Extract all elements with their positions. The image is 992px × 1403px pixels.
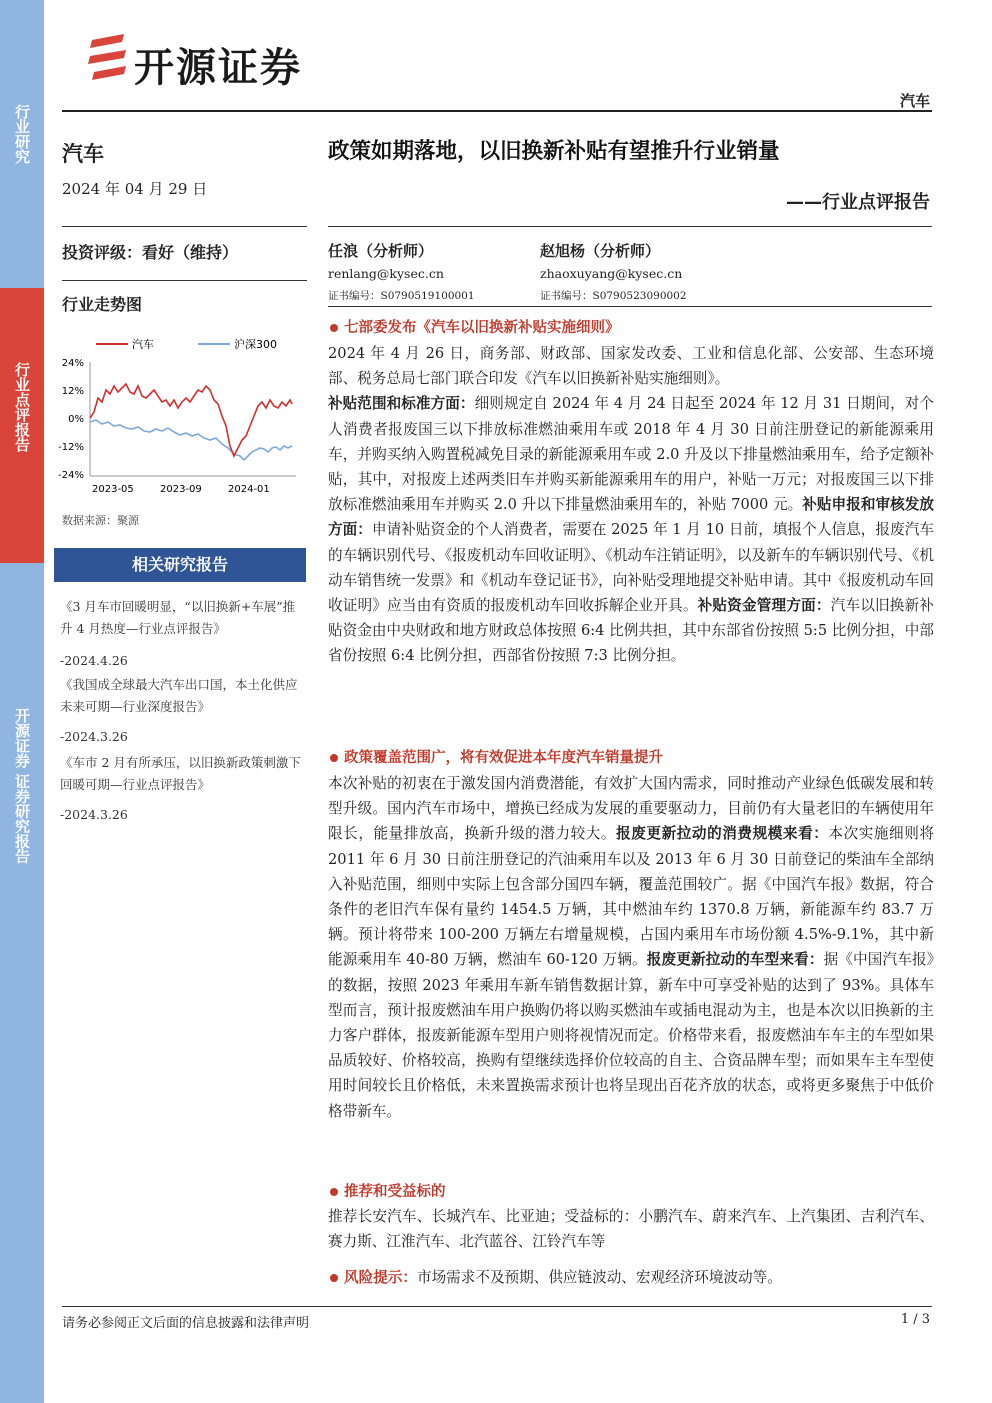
bullet-icon	[330, 1274, 338, 1282]
series-line-hs300	[90, 420, 292, 460]
section-heading: 推荐和受益标的	[330, 1180, 446, 1201]
main-rule-1	[328, 226, 932, 227]
left-rule-1	[62, 226, 307, 227]
related-report-date: -2024.3.26	[60, 807, 128, 822]
analyst-email[interactable]: renlang@kysec.cn	[328, 266, 444, 281]
header-sector-tag: 汽车	[899, 92, 930, 110]
brand-name: 开源证券	[134, 45, 302, 91]
trend-title: 行业走势图	[62, 295, 143, 314]
report-title: 政策如期落地，以旧换新补贴有望推升行业销量	[328, 139, 780, 164]
related-report-date: -2024.4.26	[60, 653, 128, 668]
y-tick: 12%	[61, 386, 84, 397]
related-report-title[interactable]: 《3 月车市回暖明显，“以旧换新+车展”推升 4 月热度—行业点评报告》	[60, 599, 296, 636]
side-band	[0, 0, 44, 1403]
section-heading: 政策覆盖范围广，将有效促进本年度汽车销量提升	[330, 746, 663, 767]
bullet-icon	[330, 754, 338, 762]
analyst-cert: 证书编号：S0790519100001	[328, 290, 475, 302]
risk-note: 风险提示：市场需求不及预期、供应链波动、宏观经济环境波动等。	[330, 1266, 782, 1287]
related-report-date: -2024.3.26	[60, 729, 128, 744]
left-rule-2	[62, 280, 307, 281]
analyst-name: 任浪（分析师）	[328, 242, 434, 260]
investment-rating: 投资评级：看好（维持）	[62, 243, 239, 262]
industry-trend-chart	[56, 328, 306, 498]
footer-disclaimer: 请务必参阅正文后面的信息披露和法律声明	[62, 1316, 310, 1331]
body-paragraph: 2024 年 4 月 26 日，商务部、财政部、国家发改委、工业和信息化部、公安部、生态环境部、税务总局七部门联合印发《汽车以旧换新补贴实施细则》。 补贴范围和标准方面：细则规定自 2024 年 4 月 24 日起至 2024 年 12 月 31 日期间，对个人消费者报废国三以下排放标准燃油乘用车或 2018 年 4 月 30 日前注册登记的新能源乘用车，并购买纳入购置税减免目录的新能源乘用车或 2.0 升及以下排量燃油乘用车，给予定额补贴，其中，对报废上述两类旧车并购买新能源乘用车的用户，补贴一万元；对报废国三以下排放标准燃油乘用车并购买 2.0 升以下排量燃油乘用车的，补贴 7000 元。补贴申报和审核发放方面：申请补贴资金的个人消费者，需要在 2025 年 1 月 10 日前，填报个人信息，报废汽车的车辆识别代号、《报废机动车回收证明》、《机动车注销证明》，以及新车的车辆识别代号、《机动车销售统一发票》和《机动车登记证书》，向补贴受理地提交补贴申请。其中《报废机动车回收证明》应当由有资质的报废机动车回收拆解企业开具。补贴资金管理方面：汽车以旧换新补贴资金由中央财政和地方财政总体按照 6:4 比例共担，其中东部省份按照 5:5 比例分担，中部省份按照 6:4 比例分担，西部省份按照 7:3 比例分担。	[328, 345, 934, 665]
y-tick: 24%	[61, 358, 84, 369]
brand-logo-icon	[86, 30, 132, 86]
side-label-top: 行业研究	[13, 104, 31, 164]
bullet-icon	[330, 1188, 338, 1196]
related-report-title[interactable]: 《我国成全球最大汽车出口国，本土化供应未来可期—行业深度报告》	[60, 677, 298, 714]
y-tick: 0%	[68, 414, 84, 425]
series-line-auto	[90, 384, 292, 456]
report-date: 2024 年 04 月 29 日	[62, 180, 208, 198]
chart-source: 数据来源：聚源	[62, 514, 139, 527]
section-heading: 七部委发布《汽车以旧换新补贴实施细则》	[330, 316, 620, 337]
legend-label-auto: 汽车	[132, 338, 154, 351]
related-reports-heading: 相关研究报告	[54, 548, 306, 582]
report-subtitle: ——行业点评报告	[786, 192, 930, 213]
side-label-bottom: 开源证券 证券研究报告	[13, 708, 31, 864]
analyst-email[interactable]: zhaoxuyang@kysec.cn	[540, 266, 683, 281]
analyst-name: 赵旭杨（分析师）	[540, 242, 661, 260]
body-paragraph: 推荐长安汽车、长城汽车、比亚迪；受益标的：小鹏汽车、蔚来汽车、上汽集团、吉利汽车、赛力斯、江淮汽车、北汽蓝谷、江铃汽车等	[328, 1208, 934, 1251]
sector-name: 汽车	[62, 142, 104, 166]
main-rule-2	[328, 306, 932, 307]
footer-rule	[62, 1306, 932, 1307]
page-number: 1 / 3	[900, 1312, 930, 1327]
bullet-icon	[330, 324, 338, 332]
legend-label-hs300: 沪深300	[234, 338, 277, 351]
side-label-mid: 行业点评报告	[13, 362, 31, 452]
header-rule	[62, 110, 932, 112]
analyst-cert: 证书编号：S0790523090002	[540, 290, 687, 302]
related-report-title[interactable]: 《车市 2 月有所承压，以旧换新政策刺激下回暖可期—行业点评报告》	[60, 755, 301, 792]
x-tick: 2023-05	[92, 484, 134, 495]
x-tick: 2024-01	[228, 484, 270, 495]
x-tick: 2023-09	[160, 484, 202, 495]
y-tick: -12%	[58, 442, 84, 453]
body-paragraph: 本次补贴的初衷在于激发国内消费潜能，有效扩大国内需求，同时推动产业绿色低碳发展和转型升级。国内汽车市场中，增换已经成为发展的重要驱动力，目前仍有大量老旧的车辆使用年限长，能量排放高，换新升级的潜力较大。报废更新拉动的消费规模来看：本次实施细则将 2011 年 6 月 30 日前注册登记的汽油乘用车以及 2013 年 6 月 30 日前登记的柴油车全部纳入补贴范围，细则中实际上包含部分国四车辆，覆盖范围较广。据《中国汽车报》数据，符合条件的老旧汽车保有量约 1454.5 万辆，其中燃油车约 1370.8 万辆，新能源车约 83.7 万辆。预计将带来 100-200 万辆左右增量规模，占国内乘用车市场份额 4.5%-9.1%，其中新能源乘用车 40-80 万辆，燃油车 60-120 万辆。报废更新拉动的车型来看：据《中国汽车报》的数据，按照 2023 年乘用车新车销售数据计算，新车中可享受补贴的达到了 93%。具体车型而言，预计报废燃油车用户换购仍将以购买燃油车或插电混动为主，也是本次以旧换新的主力客户群体，报废新能源车型用户则将视情况而定。价格带来看，报废燃油车车主的车型如果品质较好、价格较高，换购有望继续选择价位较高的自主、合资品牌车型；而如果车主车型使用时间较长且价格低，未来置换需求预计也将呈现出百花齐放的状态，或将更多聚焦于中低价格带新车。	[328, 775, 935, 1120]
y-tick: -24%	[58, 470, 84, 481]
